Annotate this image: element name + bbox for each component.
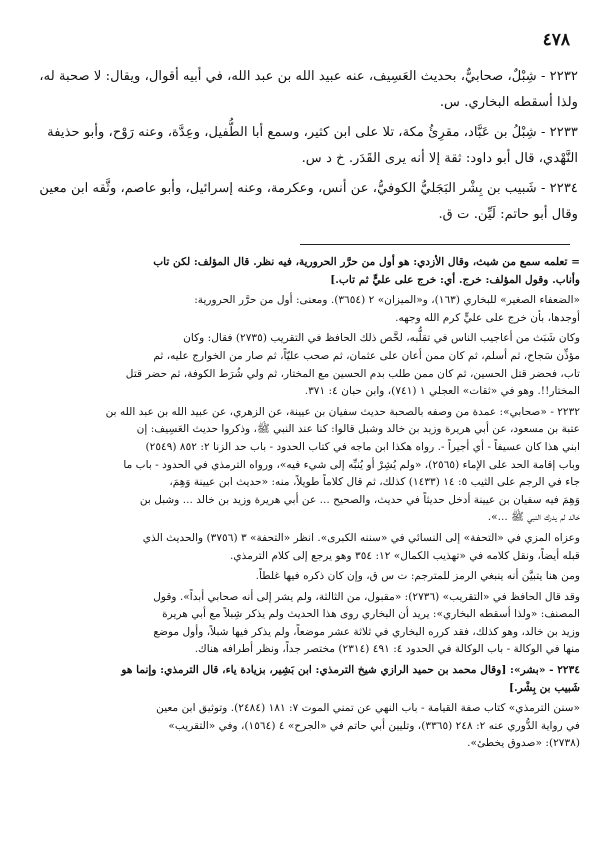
footnote-line: قبله أيضاً، ونقل كلامه في «تهذيب الكمال» ١٢: ٣٥٤ وهو يرجع إلى كلام الترمذي. <box>229 549 580 562</box>
entry-line: ٢٢٣٢ - شِبْلٌ، صحابيٌّ، بحديث العَسِيف، عنه عبيد الله بن عبد الله، في أبيه أقوال، ويقال: لا صحبة له، <box>39 69 578 84</box>
footnote-block <box>18 568 580 586</box>
footnote-line: المختار!!. وهو في «ثقات» العجلي ١ (٧٤١)، وابن حبان ٤: ٣٧١. <box>304 385 580 398</box>
footnote-line: (٢٧٣٨): «صدوق يخطئ». <box>467 737 580 750</box>
footnote-block <box>18 700 580 753</box>
footnote-line: ابني هذا كان عسيفاً - أي أجيراً -. رواه هكذا ابن ماجه في كتاب الحدود - باب حد الزنا ٢: ٨٥٢ (٢٥٤٩) <box>145 440 580 453</box>
footnote-line: وقد قال الحافظ في «التقريب» (٢٧٣٦): «مقبول، من الثالثة، ولم يشر إلى أنه صحابي أبداً». وقول <box>153 590 580 603</box>
footnote-line: في رواية الدُّوري عنه ٢: ٢٤٨ (٣٣٦٥)، وتليين أبي حاتم في «الجرح» ٤ (١٥٦٤)، وفي «التقريب» <box>168 719 580 732</box>
footnote-line: جاء في الرجم على الثيب ٥: ١٤ (١٤٣٣) كذلك، ثم قال كلاماً طويلاً، منه: «حديث ابن عيينة وَهِمَ، <box>169 476 580 489</box>
footnote-line: المصنف: «ولذا أسقطه البخاري»: يريد أن البخاري روى هذا الحديث ولم يذكر شِبلاً مع أبي هريرة <box>162 608 580 621</box>
footnote-line: ٢٢٣٢ - «صحابي»: عمدة من وصفه بالصحبة حديث سفيان بن عيينة، عن الزهري، عن عبيد الله بن عبد الله بن <box>105 405 580 418</box>
page-number: ٤٧٨ <box>542 30 570 50</box>
footnote-block <box>18 330 580 400</box>
footnote-line: = تعلمه سمع من شبث، وقال الأزدي: هو أول من حرَّر الحرورية، فيه نظر. قال المؤلف: لكن تاب <box>153 256 580 268</box>
entry-line: وقال أبو حاتم: لَيِّن. ت ق. <box>438 207 578 222</box>
footnote-line: ومن هنا يتبيَّن أنه ينبغي الرمز للمترجم: ت س ق، وإن كان ذكره فيها غلطاً. <box>255 570 580 583</box>
footnote-line: «الضعفاء الصغير» للبخاري (١٦٣)، و«الميزان» ٢ (٣٦٥٤). ومعنى: أول من حرَّر الحرورية: <box>194 294 580 307</box>
entry-2232 <box>22 64 578 116</box>
footnote-line: وأناب. وقول المؤلف: خرج. أي: خرج على عليٍّ ثم تاب.] <box>330 273 580 286</box>
footnotes <box>18 254 580 756</box>
footnote-line: عتبة بن مسعود، عن أبي هريرة وزيد بن خالد وشبل قالوا: كنا عند النبي ﷺ، وذكروا حديث العَسِيف: إن <box>136 423 580 436</box>
footnote-line: وَهِمَ فيه سفيان بن عيينة أدخل حديثاً في حديث، والصحيح ... عن أبي هريرة وزيد بن خالد ... وشبل بن <box>139 493 580 506</box>
entry-line: ٢٢٣٤ - شَبيب بن بِشْر البَجَليُّ الكوفيُّ، عن أنس، وعكرمة، وعنه إسرائيل، وأبو عاصم، وثَّقه ابن معين <box>39 181 578 196</box>
entry-line: النَّهْدي، قال أبو داود: ثقة إلا أنه يرى القَدَر. خ د س. <box>301 151 578 166</box>
footnote-line: «سنن الترمذي» كتاب صفة القيامة - باب النهي عن تمني الموت ٧: ١٨١ (٢٤٨٤). وتوثيق ابن معين <box>156 702 580 715</box>
footnote-line: وباب إقامة الحد على الإماء (٢٥٦٥)، «ولم يُشِرْ أو يُنبِّه إلى شيء فيه»، ورواه الترمذي في الحدود - باب ما <box>123 458 580 471</box>
footnote-line: شَبيب بن بِشْر.] <box>508 681 580 694</box>
entry-line: ولذا أسقطه البخاري. س. <box>439 95 578 110</box>
entry-line: ٢٢٣٣ - شِبْلُ بن عَبَّاد، مقرِئُ مكة، تلا على ابن كثير، وسمع أبا الطُّفيل، وعِدَّة، وعنه رَوْح، وأبو حذيفة <box>47 125 578 140</box>
footnote-line: ٢٢٣٤ - «بشر»: [وقال محمد بن حميد الرازي شيخ الترمذي: ابن بَشِير، بزيادة ياء، قال الترمذي: وإنما هو <box>121 664 580 677</box>
footnote-line: خالد لم يدرك النبي ﷺ ...». <box>487 511 580 524</box>
footnote-line: أوجدها، بأن خرج على عليٍّ كرم الله وجهه. <box>395 311 580 324</box>
footnote-line: وزيد بن خالد، وهو كذلك، فقد كرره البخاري في ثلاثة عشر موضعاً، ولم يذكر فيها شبلاً، وأول موضع <box>153 625 580 638</box>
footnote-block <box>18 292 580 327</box>
main-text <box>22 64 578 232</box>
footnote-block <box>18 404 580 527</box>
footnote-block <box>18 589 580 659</box>
footnote-line: مؤذِّن سَجاح، ثم أسلم، ثم كان ممن أعان على عثمان، ثم صحب عليّاً، ثم صار من الخوارج عليه، ثم <box>153 349 580 362</box>
entry-2234 <box>22 176 578 228</box>
footnote-divider <box>300 244 570 245</box>
footnote-line: وعزاه المزي في «التحفة» إلى النسائي في «سننه الكبرى». انظر «التحفة» ٣ (٣٧٥٦) والحديث الذي <box>142 531 580 544</box>
footnote-line: وكان شَبَث من أعاجيب الناس في تقلُّبه، لخَّص ذلك الحافظ في التقريب (٢٧٣٥) فقال: وكان <box>183 332 580 345</box>
entry-2233 <box>22 120 578 172</box>
footnote-block <box>18 530 580 565</box>
footnote-block <box>18 662 580 697</box>
footnote-line: تاب، فحضر قتل الحسين، ثم كان ممن طلب بدم الحسين مع المختار، ثم ولي شُرَط الكوفة، ثم حضر قتل <box>125 367 580 380</box>
footnote-line: منها في الوكالة - باب الوكالة في الحدود ٤: ٤٩١ (٢٣١٤) مختصر جداً، ونظر أطرافه هناك. <box>194 643 580 656</box>
footnote-block <box>18 254 580 289</box>
